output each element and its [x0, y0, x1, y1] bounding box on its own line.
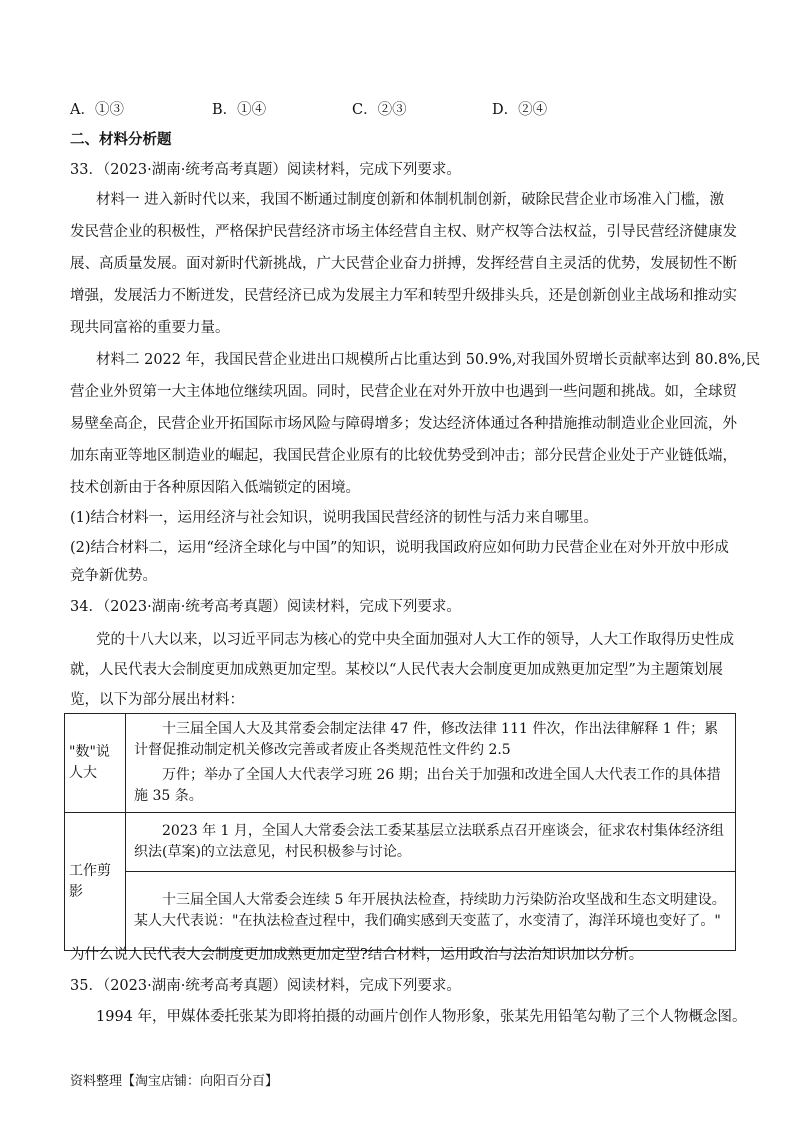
- q33-material2-line: 营企业外贸第一大主体地位继续巩固。同时，民营企业在对外开放中也遇到一些问题和挑战。如，全球贸: [70, 384, 737, 400]
- q33-subquestion-2: 竞争新优势。: [70, 568, 157, 584]
- q33-material1-line: 材料一 进入新时代以来，我国不断通过制度创新和体制机制创新，破除民营企业市场准入门槛，激: [96, 192, 725, 208]
- row-label-work: 工作剪影: [65, 813, 126, 951]
- work-paragraph: 2023 年 1 月，全国人大常委会法工委某基层立法联系点召开座谈会，征求农村集体经济组织法(草案)的立法意见，村民积极参与讨论。: [134, 823, 724, 860]
- q34-intro-line: 党的十八大以来，以习近平同志为核心的党中央全面加强对人大工作的领导，人大工作取得历史性成: [96, 632, 734, 648]
- section-heading: 二、材料分析题: [70, 132, 172, 148]
- page-footer: 资料整理【淘宝店铺：向阳百分百】: [70, 1074, 279, 1089]
- q33-material2-line: 技术创新由于各种原因陷入低端锁定的困境。: [70, 480, 360, 496]
- work-paragraph: 十三届全国人大常委会连续 5 年开展执法检查，持续助力污染防治攻坚战和生态文明建设。某人大代表说："在执法检查过程中，我们确实感到天变蓝了，水变清了，海洋环境也变好了。": [134, 892, 726, 929]
- table-row: [65, 813, 736, 872]
- q35-header: 35．（2023·湖南·统考高考真题）阅读材料，完成下列要求。: [70, 978, 461, 994]
- q34-question: 为什么说人民代表大会制度更加成熟更加定型?结合材料，运用政治与法治知识加以分析。: [70, 947, 644, 963]
- work-cell-2: [126, 872, 736, 951]
- q33-material1-line: 展、高质量发展。面对新时代新挑战，广大民营企业奋力拼搏，发挥经营自主灵活的优势，发展韧性不断: [70, 256, 737, 272]
- q33-material2-line: 加东南亚等地区制造业的崛起，我国民营企业原有的比较优势受到冲击；部分民营企业处于产业链低端，: [70, 448, 737, 464]
- option-a: A．①③: [70, 102, 124, 118]
- q33-subquestion-2: (2)结合材料二，运用“经济全球化与中国”的知识，说明我国政府应如何助力民营企业在对外开放中形成: [70, 540, 729, 556]
- q35-intro: 1994 年，甲媒体委托张某为即将拍摄的动画片创作人物形象，张某先用铅笔勾勒了三个人物概念图。: [96, 1009, 747, 1025]
- row-content-stats: [126, 714, 736, 813]
- option-c: C．②③: [352, 102, 407, 118]
- q33-material1-line: 现共同富裕的重要力量。: [70, 320, 230, 336]
- q34-intro-line: 览，以下为部分展出材料：: [70, 692, 244, 708]
- work-cell-1: [126, 813, 736, 872]
- q34-intro-line: 就，人民代表大会制度更加成熟更加定型。某校以“人民代表大会制度更加成熟更加定型”为主题策划展: [70, 662, 723, 678]
- row-label-stats: "数"说人大: [65, 714, 126, 813]
- q33-material2-line: 易壁垒高企，民营企业开拓国际市场风险与障碍增多；发达经济体通过各种措施推动制造业企业回流，外: [70, 416, 737, 432]
- table-row: [65, 714, 736, 813]
- stats-paragraph: 十三届全国人大及其常委会制定法律 47 件，修改法律 111 件次，作出法律解释 1 件；累计督促推动制定机关修改完善或者废止各类规范性文件约 2.5: [134, 721, 719, 758]
- stats-paragraph: 万件；举办了全国人大代表学习班 26 期；出台关于加强和改进全国人大代表工作的具体措施 35 条。: [134, 767, 721, 804]
- option-b: B．①④: [212, 102, 267, 118]
- q33-material1-line: 增强，发展活力不断迸发，民营经济已成为发展主力军和转型升级排头兵，还是创新创业主战场和推动实: [70, 288, 737, 304]
- q33-subquestion-1: (1)结合材料一，运用经济与社会知识，说明我国民营经济的韧性与活力来自哪里。: [70, 510, 599, 526]
- exhibit-table: [64, 713, 736, 951]
- q33-material1-line: 发民营企业的积极性，严格保护民营经济市场主体经营自主权、财产权等合法权益，引导民营经济健康发: [70, 224, 737, 240]
- q33-material2-line: 材料二 2022 年，我国民营企业进出口规模所占比重达到 50.9%,对我国外贸增长贡献率达到 80.8%,民: [96, 352, 761, 368]
- q34-header: 34．（2023·湖南·统考高考真题）阅读材料，完成下列要求。: [70, 599, 461, 615]
- option-d: D．②④: [492, 102, 548, 118]
- q33-header: 33．（2023·湖南·统考高考真题）阅读材料，完成下列要求。: [70, 162, 461, 178]
- table-row: [65, 872, 736, 951]
